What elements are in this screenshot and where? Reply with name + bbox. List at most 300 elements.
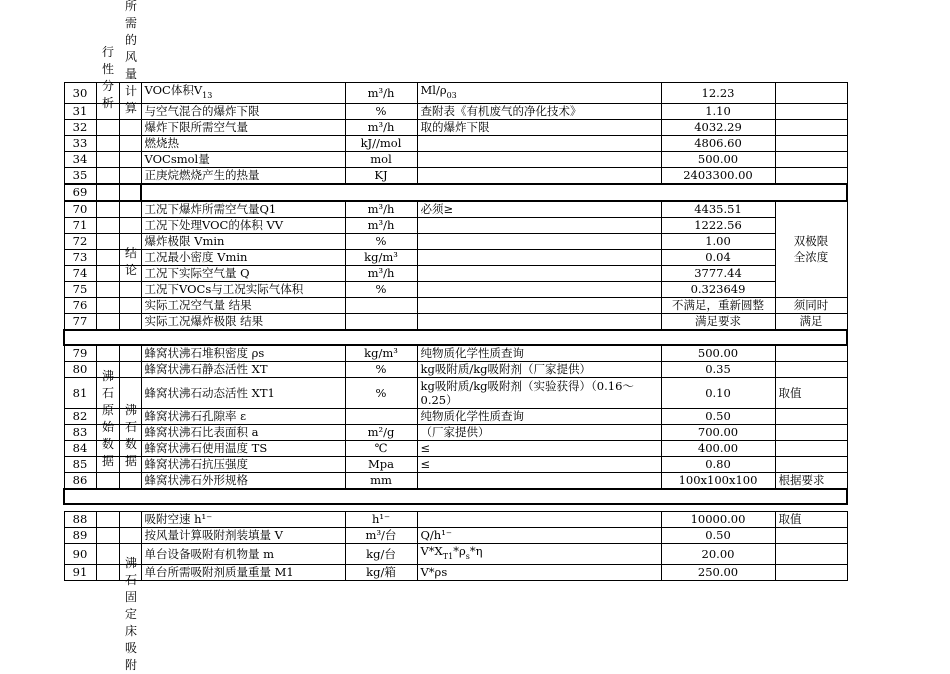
group-col-a — [96, 362, 119, 378]
note-cell — [775, 298, 847, 314]
unit-cell — [345, 104, 417, 120]
note-cell — [775, 250, 847, 266]
cell-text: 89 — [72, 528, 88, 542]
cell-text: 86 — [72, 473, 88, 487]
group-col-b — [119, 298, 141, 314]
cell-text: T1 — [442, 552, 454, 561]
cell-text: 必须≥ — [420, 202, 454, 216]
cell-text: 70 — [72, 202, 88, 216]
group-col-a — [96, 250, 119, 266]
group-col-a — [96, 234, 119, 250]
separator-bar — [64, 330, 847, 345]
unit-cell — [345, 168, 417, 185]
group-col-a — [96, 218, 119, 234]
cell-text: KJ — [374, 168, 388, 182]
section-label-zeolite-data: 沸石数据 — [124, 403, 137, 468]
section-label-feasibility: 行性分析 — [101, 45, 114, 110]
note-cell — [775, 234, 847, 250]
item-cell — [141, 83, 345, 104]
group-col-a — [96, 441, 119, 457]
cell-text: 33 — [72, 136, 88, 150]
cell-text: 31 — [72, 104, 88, 118]
row-number — [64, 120, 96, 136]
table-row — [64, 83, 847, 104]
group-col-a — [96, 120, 119, 136]
cell-text: 83 — [72, 425, 88, 439]
value-cell — [661, 362, 775, 378]
cell-text: 0.50 — [705, 528, 731, 542]
spacer-cell — [64, 504, 847, 512]
group-col-b — [119, 250, 141, 266]
formula-cell — [417, 544, 661, 565]
unit-cell — [345, 83, 417, 104]
cell-text: 蜂窝状沸石堆积密度 ρs — [144, 346, 265, 360]
group-col-a — [96, 528, 119, 544]
value-cell — [661, 136, 775, 152]
cell-text: m³/h — [367, 85, 395, 100]
cell-text: kg/m³ — [364, 250, 398, 264]
formula-cell — [417, 314, 661, 331]
group-col-b — [119, 512, 141, 528]
table-row — [64, 168, 847, 185]
group-col-a — [96, 152, 119, 168]
cell-text: % — [375, 385, 387, 400]
unit-cell — [345, 528, 417, 544]
formula-cell — [417, 250, 661, 266]
item-cell — [141, 362, 345, 378]
formula-cell — [417, 218, 661, 234]
formula-cell — [417, 83, 661, 104]
cell-text: 双极限 — [793, 234, 829, 248]
unit-cell — [345, 425, 417, 441]
cell-text: 燃烧热 — [144, 136, 179, 150]
unit-cell — [345, 152, 417, 168]
cell-text: 35 — [72, 168, 88, 182]
cell-text: 34 — [72, 152, 88, 166]
group-col-a — [96, 282, 119, 298]
table-row — [64, 425, 847, 441]
item-cell — [141, 512, 345, 528]
formula-cell — [417, 457, 661, 473]
formula-cell — [417, 298, 661, 314]
unit-cell — [345, 120, 417, 136]
unit-cell — [345, 136, 417, 152]
cell-text: mm — [370, 473, 392, 487]
cell-text: mol — [370, 152, 392, 166]
cell-text: 取值 — [778, 512, 802, 526]
cell-text: 1222.56 — [694, 218, 742, 232]
note-cell — [775, 362, 847, 378]
cell-text: 0.80 — [705, 457, 731, 471]
note-cell — [775, 201, 847, 218]
unit-cell — [345, 250, 417, 266]
item-cell — [141, 201, 345, 218]
group-col-a — [96, 473, 119, 490]
cell-text: % — [375, 104, 387, 118]
cell-text: 30 — [72, 85, 88, 100]
cell-text: 4806.60 — [694, 136, 742, 150]
item-cell — [141, 473, 345, 490]
cell-text: 吸附空速 h¹⁻ — [144, 512, 213, 526]
group-col-b — [119, 152, 141, 168]
value-cell — [661, 266, 775, 282]
row-number — [64, 282, 96, 298]
cell-text: m³/h — [367, 120, 395, 134]
cell-text: 0.323649 — [690, 282, 746, 296]
group-col-a — [96, 314, 119, 331]
note-cell — [775, 528, 847, 544]
table-row — [64, 136, 847, 152]
value-cell — [661, 298, 775, 314]
note-cell — [775, 314, 847, 331]
cell-text: 工况下处理VOC的体积 VV — [144, 218, 284, 232]
group-col-b — [119, 136, 141, 152]
cell-text: m³/h — [367, 202, 395, 216]
cell-text: 4435.51 — [694, 202, 742, 216]
note-cell — [775, 136, 847, 152]
group-col-b — [119, 544, 141, 565]
cell-text: 90 — [72, 546, 88, 561]
cell-text: 100x100x100 — [678, 473, 758, 487]
formula-cell — [417, 168, 661, 185]
table-row — [64, 473, 847, 490]
table-row — [64, 298, 847, 314]
item-cell — [141, 409, 345, 425]
cell-text: VOC体积V — [144, 83, 203, 97]
cell-text: 400.00 — [697, 441, 739, 455]
unit-cell — [345, 512, 417, 528]
group-col-b — [119, 168, 141, 185]
row-number — [64, 345, 96, 362]
group-col-b — [119, 218, 141, 234]
row-number — [64, 234, 96, 250]
unit-cell — [345, 457, 417, 473]
note-cell — [775, 512, 847, 528]
row-number — [64, 544, 96, 565]
table-row — [64, 314, 847, 331]
formula-cell — [417, 120, 661, 136]
unit-cell — [345, 544, 417, 565]
cell-text: 91 — [72, 565, 88, 579]
cell-text: 爆炸极限 Vmin — [144, 234, 225, 248]
note-cell — [775, 345, 847, 362]
cell-text: 69 — [72, 185, 88, 199]
cell-text: 1.00 — [705, 234, 731, 248]
cell-text: % — [375, 282, 387, 296]
cell-text: 75 — [72, 282, 88, 296]
row-number — [64, 409, 96, 425]
cell-text: s — [465, 552, 470, 561]
cell-text: 0.50 — [705, 409, 731, 423]
cell-text: 79 — [72, 346, 88, 360]
table-row — [64, 120, 847, 136]
row-number — [64, 298, 96, 314]
cell-text: 工况最小密度 Vmin — [144, 250, 248, 264]
formula-cell — [417, 104, 661, 120]
cell-text: ℃ — [374, 441, 388, 455]
item-cell — [141, 120, 345, 136]
note-cell — [775, 152, 847, 168]
table-row — [64, 457, 847, 473]
row-number — [64, 168, 96, 185]
note-cell — [775, 425, 847, 441]
unit-cell — [345, 298, 417, 314]
group-col-b — [119, 457, 141, 473]
formula-cell — [417, 136, 661, 152]
item-cell — [141, 104, 345, 120]
note-cell — [775, 473, 847, 490]
cell-text: 满足要求 — [695, 314, 741, 328]
formula-cell — [417, 528, 661, 544]
group-col-b — [119, 473, 141, 490]
row-number — [64, 83, 96, 104]
group-col-a — [96, 184, 119, 201]
cell-text: 76 — [72, 298, 88, 312]
group-col-b — [119, 184, 141, 201]
value-cell — [661, 168, 775, 185]
table-row — [64, 152, 847, 168]
row-number — [64, 528, 96, 544]
value-cell — [661, 282, 775, 298]
row-number — [64, 250, 96, 266]
item-cell — [141, 565, 345, 581]
unit-cell — [345, 409, 417, 425]
cell-text: m²/g — [367, 425, 395, 439]
note-cell — [775, 120, 847, 136]
cell-text: Ml/ρ — [420, 83, 447, 97]
cell-text: 蜂窝状沸石外形规格 — [144, 473, 248, 487]
formula-cell — [417, 234, 661, 250]
group-col-b — [119, 409, 141, 425]
unit-cell — [345, 565, 417, 581]
value-cell — [661, 565, 775, 581]
item-cell — [141, 345, 345, 362]
note-cell — [775, 441, 847, 457]
row-number — [64, 104, 96, 120]
value-cell — [661, 218, 775, 234]
cell-text: 84 — [72, 441, 88, 455]
cell-text: 单台设备吸附有机物量 m — [144, 546, 275, 561]
section-label-conclusion: 结论 — [124, 246, 137, 277]
cell-text: 12.23 — [701, 85, 735, 100]
note-cell — [775, 168, 847, 185]
group-col-a — [96, 168, 119, 185]
cell-text: 工况下爆炸所需空气量Q1 — [144, 202, 277, 216]
table-row — [64, 409, 847, 425]
cell-text: m³/h — [367, 218, 395, 232]
item-cell — [141, 168, 345, 185]
item-cell — [141, 544, 345, 565]
row-number — [64, 425, 96, 441]
cell-text: ≤ — [420, 441, 431, 455]
cell-text: 4032.29 — [694, 120, 742, 134]
table-row — [64, 378, 847, 409]
cell-text: h¹⁻ — [371, 512, 391, 526]
unit-cell — [345, 218, 417, 234]
section-label-zeolite-bed: 沸石固定床吸附 — [124, 556, 137, 672]
row-number — [64, 152, 96, 168]
value-cell — [661, 345, 775, 362]
group-col-a — [96, 565, 119, 581]
group-col-a — [96, 136, 119, 152]
cell-text: 85 — [72, 457, 88, 471]
group-col-b — [119, 565, 141, 581]
cell-text: kg吸附质/kg吸附剂（实验获得）（0.16～0.25） — [420, 379, 634, 407]
note-cell — [775, 457, 847, 473]
cell-text: 满足 — [799, 314, 823, 328]
unit-cell — [345, 201, 417, 218]
row-number — [64, 512, 96, 528]
row-number — [64, 201, 96, 218]
group-col-b — [119, 441, 141, 457]
value-cell — [661, 314, 775, 331]
cell-text: 250.00 — [697, 565, 739, 579]
cell-text: 须同时 — [793, 298, 829, 312]
group-col-a — [96, 298, 119, 314]
unit-cell — [345, 441, 417, 457]
cell-text: 取的爆炸下限 — [420, 120, 490, 134]
value-cell — [661, 120, 775, 136]
cell-text: 20.00 — [701, 546, 735, 561]
group-col-b — [119, 83, 141, 104]
item-cell — [141, 298, 345, 314]
note-cell — [775, 218, 847, 234]
cell-text: 0.04 — [705, 250, 731, 264]
value-cell — [661, 152, 775, 168]
unit-cell — [345, 378, 417, 409]
item-cell — [141, 528, 345, 544]
value-cell — [661, 104, 775, 120]
value-cell — [661, 441, 775, 457]
row-number — [64, 314, 96, 331]
row-number — [64, 136, 96, 152]
group-col-b — [119, 282, 141, 298]
cell-text: （厂家提供） — [420, 425, 490, 439]
value-cell — [661, 201, 775, 218]
unit-cell — [345, 473, 417, 490]
cell-text: *ρ — [453, 544, 466, 558]
formula-cell — [417, 441, 661, 457]
table-row — [64, 201, 847, 218]
cell-text: V*X — [420, 544, 443, 558]
cell-text: 3777.44 — [694, 266, 742, 280]
table-row — [64, 544, 847, 565]
value-cell — [661, 544, 775, 565]
cell-text: 查附表《有机废气的净化技术》 — [420, 104, 582, 118]
cell-text: kg/箱 — [366, 565, 396, 579]
group-col-a — [96, 409, 119, 425]
cell-text: 13 — [202, 91, 213, 100]
cell-text: kg吸附质/kg吸附剂（厂家提供） — [420, 362, 592, 376]
cell-text: 不满足，重新圆整 — [672, 298, 764, 312]
formula-cell — [417, 362, 661, 378]
formula-cell — [417, 512, 661, 528]
cell-text: 蜂窝状沸石孔隙率 ε — [144, 409, 247, 423]
cell-text: 蜂窝状沸石比表面积 a — [144, 425, 259, 439]
cell-text: 纯物质化学性质查询 — [420, 346, 524, 360]
table-row — [64, 104, 847, 120]
item-cell — [141, 250, 345, 266]
group-col-b — [119, 528, 141, 544]
cell-text: 全浓度 — [793, 250, 829, 264]
value-cell — [661, 425, 775, 441]
table-row — [64, 250, 847, 266]
item-cell — [141, 234, 345, 250]
cell-text: 按风量计算吸附剂装填量 V — [144, 528, 283, 542]
group-col-b — [119, 314, 141, 331]
cell-text: 蜂窝状沸石使用温度 TS — [144, 441, 268, 455]
note-cell — [775, 409, 847, 425]
row-number — [64, 473, 96, 490]
row-number — [64, 457, 96, 473]
item-cell — [141, 378, 345, 409]
table-row — [64, 234, 847, 250]
cell-text: 0.35 — [705, 362, 731, 376]
item-cell — [141, 152, 345, 168]
formula-cell — [417, 409, 661, 425]
table-row — [64, 528, 847, 544]
cell-text: 实际工况爆炸极限 结果 — [144, 314, 264, 328]
item-cell — [141, 218, 345, 234]
cell-text: 700.00 — [697, 425, 739, 439]
separator-bar — [64, 489, 847, 504]
group-col-a — [96, 104, 119, 120]
item-cell — [141, 266, 345, 282]
cell-text: 2403300.00 — [683, 168, 753, 182]
note-cell — [775, 378, 847, 409]
cell-text: 1.10 — [705, 104, 731, 118]
group-col-a — [96, 378, 119, 409]
table-row — [64, 362, 847, 378]
group-col-b — [119, 120, 141, 136]
calculation-table — [63, 82, 848, 581]
row-number — [64, 362, 96, 378]
formula-cell — [417, 345, 661, 362]
table-row — [64, 282, 847, 298]
group-col-b — [119, 266, 141, 282]
cell-text: 73 — [72, 250, 88, 264]
cell-text: V*ρs — [420, 565, 448, 579]
item-cell — [141, 136, 345, 152]
cell-text: 500.00 — [697, 346, 739, 360]
cell-text: 80 — [72, 362, 88, 376]
separator-bar — [141, 184, 847, 201]
spacer-row — [64, 504, 847, 512]
unit-cell — [345, 314, 417, 331]
table-row — [64, 218, 847, 234]
row-number — [64, 266, 96, 282]
value-cell — [661, 528, 775, 544]
item-cell — [141, 425, 345, 441]
cell-text: 蜂窝状沸石动态活性 XT1 — [144, 385, 275, 400]
value-cell — [661, 457, 775, 473]
item-cell — [141, 314, 345, 331]
note-cell — [775, 282, 847, 298]
cell-text: 实际工况空气量 结果 — [144, 298, 252, 312]
formula-cell — [417, 425, 661, 441]
cell-text: m³/台 — [365, 528, 397, 542]
group-col-b — [119, 234, 141, 250]
value-cell — [661, 409, 775, 425]
row-number — [64, 565, 96, 581]
cell-text: 74 — [72, 266, 88, 280]
item-cell — [141, 457, 345, 473]
item-cell — [141, 282, 345, 298]
formula-cell — [417, 378, 661, 409]
section-separator — [64, 489, 847, 504]
group-col-a — [96, 457, 119, 473]
cell-text: 0.10 — [705, 385, 731, 400]
